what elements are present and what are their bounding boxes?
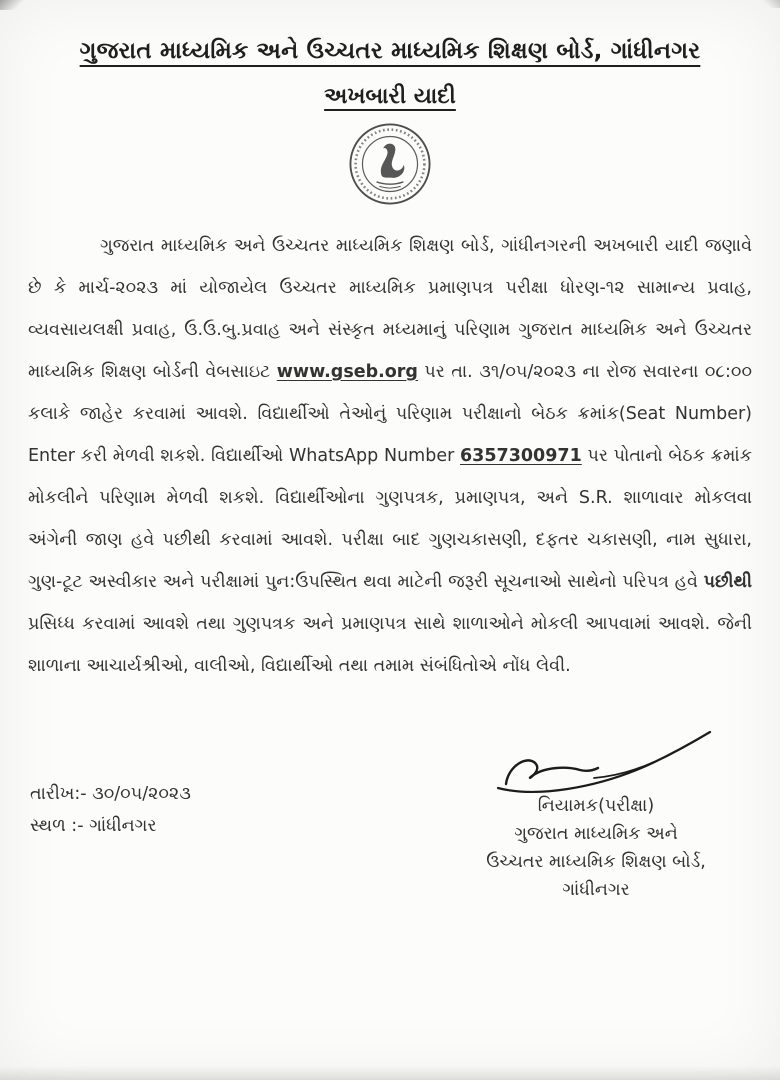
whatsapp-number: 6357300971	[460, 446, 582, 466]
signature-block	[456, 726, 736, 904]
signatory-org-line2: ઉચ્ચતર માધ્યમિક શિક્ષણ બોર્ડ,	[486, 852, 706, 872]
body-segment-4: પ્રસિધ્ધ કરવામાં આવશે તથા ગુણપત્રક અને પ્રમાણપત્ર સાથે શાળાઓને મોકલી આપવામાં આવશે. જેની શાળાના આચાર્યશ્રીઓ, વાલીઓ, વિદ્યાર્થીઓ તથા તમામ સંબંધિતોએ નોંધ લેવી.	[28, 614, 752, 676]
board-seal-icon	[347, 121, 433, 211]
emphasis-word: પછીથી	[703, 572, 752, 592]
body-segment-1: ગુજરાત માધ્યમિક અને ઉચ્ચતર માધ્યમિક શિક્ષણ બોર્ડ, ગાંધીનગરની અખબારી યાદી જણાવે છે કે માર્ચ-૨૦૨૩ માં યોજાયેલ ઉચ્ચતર માધ્યમિક પ્રમાણપત્ર પરીક્ષા ધોરણ-૧૨ સામાન્ય પ્રવાહ, વ્યવસાયલક્ષી પ્રવાહ, ઉ.ઉ.બુ.પ્રવાહ અને સંસ્કૃત મધ્યમાનું પરિણામ ગુજરાત માધ્યમિક અને ઉચ્ચતર માધ્યમિક શિક્ષણ બોર્ડની વેબસાઇટ	[28, 236, 752, 382]
page-title: ગુજરાત માધ્યમિક અને ઉચ્ચતર માધ્યમિક શિક્ષણ બોર્ડ, ગાંધીનગર	[79, 38, 701, 64]
signatory-org-line1: ગુજરાત માધ્યમિક અને	[514, 824, 678, 844]
body-segment-3: પર પોતાનો બેઠક ક્રમાંક મોકલીને પરિણામ મેળવી શકશે. વિદ્યાર્થીઓના ગુણપત્રક, પ્રમાણપત્ર, અને S.R. શાળાવાર મોકલવા અંગેની જાણ હવે પછીથી કરવામાં આવશે. પરીક્ષા બાદ ગુણચકાસણી, દફતર ચકાસણી, નામ સુધારા, ગુણ-ટૂટ અસ્વીકાર અને પરીક્ષામાં પુન:ઉપસ્થિત થવા માટેની જરૂરી સૂચનાઓ સાથેનો પરિપત્ર હવે	[28, 446, 752, 592]
scan-artifact-top-right	[762, 0, 780, 8]
footer	[30, 726, 750, 956]
page-subtitle: અખબારી યાદી	[324, 84, 456, 109]
signatory-city: ગાંધીનગર	[562, 880, 630, 900]
place-line: સ્થળ :- ગાંધીનગર	[30, 816, 157, 836]
website-url: www.gseb.org	[276, 362, 418, 382]
scan-artifact-bottom-edge	[0, 1066, 780, 1080]
body-segment-2: પર તા. ૩૧/૦૫/૨૦૨૩ ના રોજ સવારના ૦૮:૦૦ કલાકે જાહેર કરવામાં આવશે. વિદ્યાર્થીઓ તેઓનું પરિણામ પરીક્ષાનો બેઠક ક્રમાંક(Seat Number) Enter કરી મેળવી શકશે. વિદ્યાર્થીઓ WhatsApp Number	[28, 362, 752, 466]
date-line: તારીખ:- ૩૦/૦૫/૨૦૨૩	[30, 784, 191, 804]
press-note-body	[28, 225, 752, 687]
scan-artifact-top-left	[0, 0, 26, 10]
signatory-designation: નિયામક(પરીક્ષા)	[537, 796, 655, 816]
